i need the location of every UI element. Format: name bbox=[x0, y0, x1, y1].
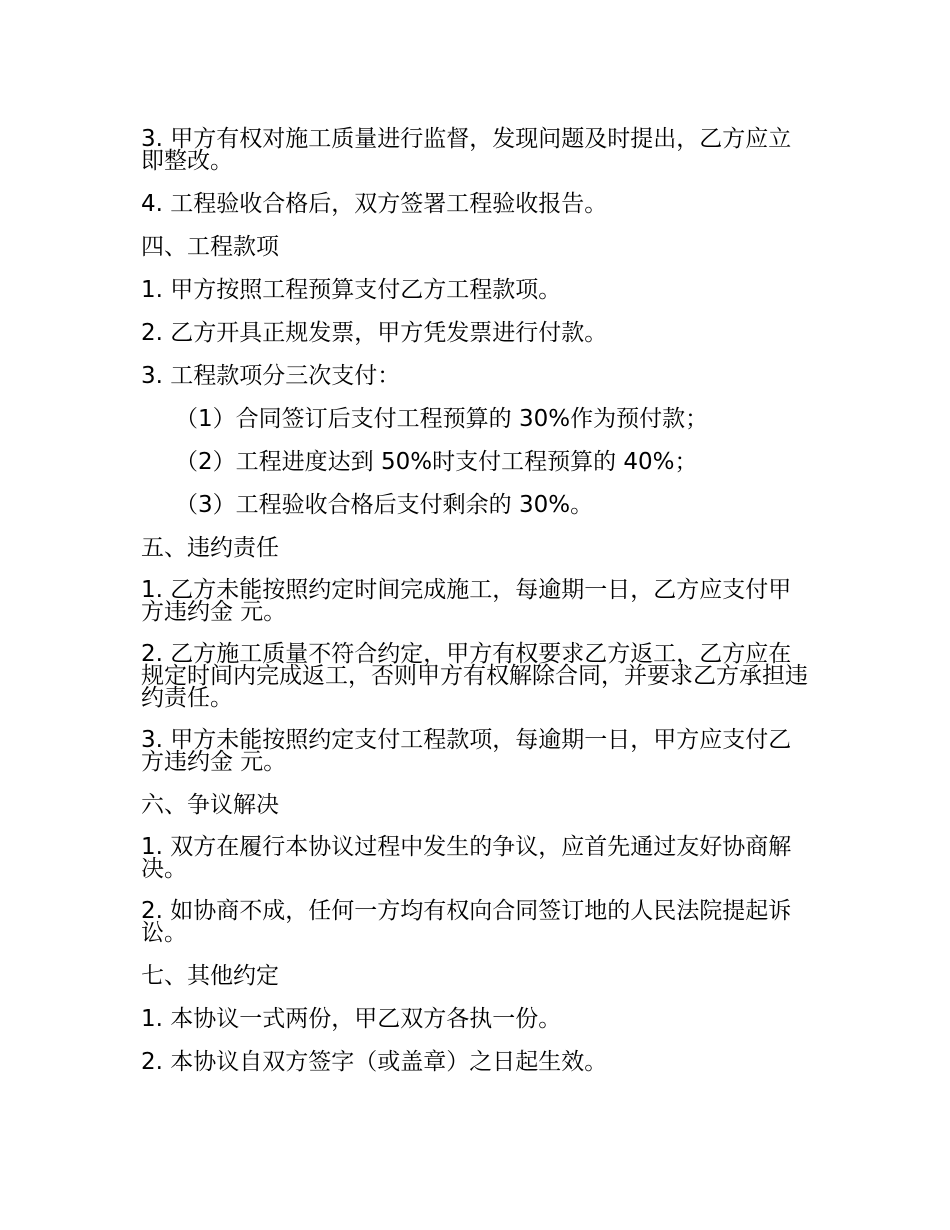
other-clause-2: 2. 本协议自双方签字（或盖章）之日起生效。 bbox=[141, 1049, 608, 1075]
payment-installment-3: （3）工程验收合格后支付剩余的 30%。 bbox=[175, 492, 594, 518]
dispute-clause-1: 1. 双方在履行本协议过程中发生的争议，应首先通过友好协商解决。 bbox=[141, 834, 792, 882]
payment-clause-2: 2. 乙方开具正规发票，甲方凭发票进行付款。 bbox=[141, 320, 608, 346]
section-heading-other: 七、其他约定 bbox=[141, 963, 279, 989]
liability-clause-2: 2. 乙方施工质量不符合约定，甲方有权要求乙方返工，乙方应在规定时间内完成返工，否则甲方有权解除合同，并要求乙方承担违约责任。 bbox=[141, 641, 808, 711]
payment-clause-1: 1. 甲方按照工程预算支付乙方工程款项。 bbox=[141, 277, 562, 303]
payment-installment-2: （2）工程进度达到 50%时支付工程预算的 40%； bbox=[175, 449, 698, 475]
clause-3-supervision: 3. 甲方有权对施工质量进行监督，发现问题及时提出，乙方应立即整改。 bbox=[141, 126, 792, 174]
section-heading-payment: 四、工程款项 bbox=[141, 234, 279, 260]
liability-clause-1: 1. 乙方未能按照约定时间完成施工，每逾期一日，乙方应支付甲方违约金 元。 bbox=[141, 577, 792, 625]
payment-installment-1: （1）合同签订后支付工程预算的 30%作为预付款； bbox=[175, 406, 709, 432]
document-body bbox=[141, 128, 811, 1093]
payment-clause-3: 3. 工程款项分三次支付： bbox=[141, 363, 401, 389]
section-heading-liability: 五、违约责任 bbox=[141, 535, 279, 561]
clause-4-acceptance: 4. 工程验收合格后，双方签署工程验收报告。 bbox=[141, 191, 608, 217]
other-clause-1: 1. 本协议一式两份，甲乙双方各执一份。 bbox=[141, 1006, 562, 1032]
section-heading-dispute: 六、争议解决 bbox=[141, 792, 279, 818]
dispute-clause-2: 2. 如协商不成，任何一方均有权向合同签订地的人民法院提起诉讼。 bbox=[141, 898, 792, 946]
liability-clause-3: 3. 甲方未能按照约定支付工程款项，每逾期一日，甲方应支付乙方违约金 元。 bbox=[141, 727, 792, 775]
